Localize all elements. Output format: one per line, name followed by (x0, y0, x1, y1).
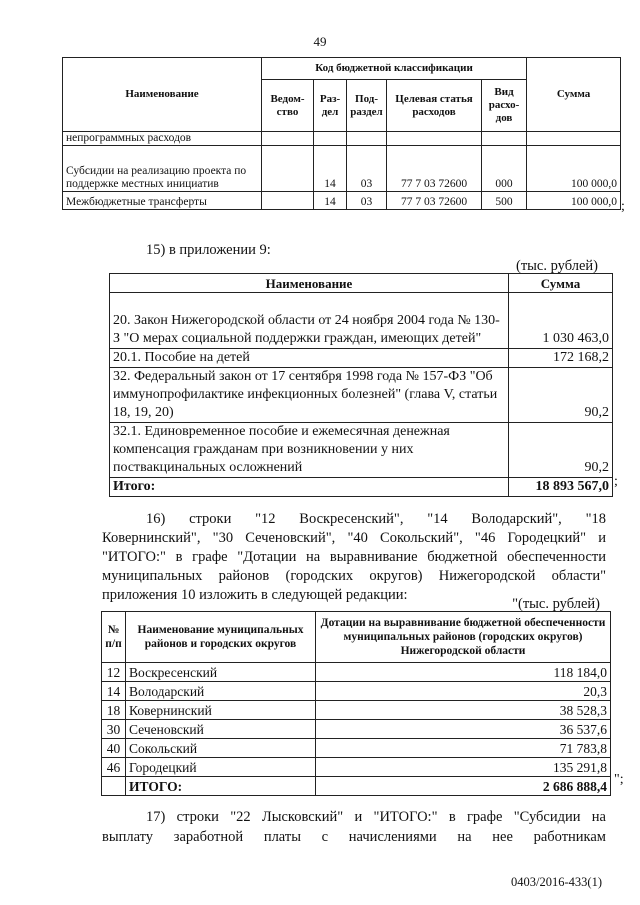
table-row (102, 720, 611, 739)
table-row (63, 146, 621, 192)
col-header-name: Наименование (110, 274, 509, 293)
cell-name: Субсидии на реализацию проекта по поддержке местных инициатив (63, 146, 262, 192)
cell-name: 20.1. Пособие на детей (110, 349, 509, 368)
cell-vedom (262, 146, 314, 192)
cell-sum: 90,2 (509, 368, 613, 423)
cell-sum (527, 132, 621, 146)
cell-name: Сокольский (126, 739, 316, 758)
total-row (110, 478, 613, 497)
col-header-podrazdel: Под-раздел (347, 80, 387, 132)
cell-vid: 000 (482, 146, 527, 192)
col-header-razdel: Раз-дел (314, 80, 347, 132)
cell-name: Воскресенский (126, 663, 316, 682)
col-header-name: Наименование муниципальных районов и городских округов (126, 612, 316, 663)
total-label: ИТОГО: (126, 777, 316, 796)
cell-name: Володарский (126, 682, 316, 701)
total-value: 2 686 888,4 (316, 777, 611, 796)
col-header-num: № п/п (102, 612, 126, 663)
cell-target: 77 7 03 72600 (387, 192, 482, 210)
cell-vedom (262, 132, 314, 146)
cell-sum: 100 000,0 (527, 192, 621, 210)
table-row (63, 192, 621, 210)
total-row (102, 777, 611, 796)
table-row (102, 682, 611, 701)
table1-end-mark: ; (621, 199, 625, 214)
cell-podrazdel (347, 132, 387, 146)
cell-value: 36 537,6 (316, 720, 611, 739)
col-header-target: Целевая статья расходов (387, 80, 482, 132)
col-header-vid: Вид расхо-дов (482, 80, 527, 132)
cell-name: Сеченовский (126, 720, 316, 739)
section16-end-mark: "; (614, 772, 624, 787)
appendix9-table (109, 273, 613, 497)
section16-unit: "(тыс. рублей) (512, 596, 600, 612)
cell-value: 71 783,8 (316, 739, 611, 758)
table-row (102, 701, 611, 720)
table-row (63, 132, 621, 146)
cell-razdel: 14 (314, 146, 347, 192)
col-header-code-group: Код бюджетной классификации (262, 58, 527, 80)
cell-num: 18 (102, 701, 126, 720)
cell-name: 20. Закон Нижегородской области от 24 ноября 2004 года № 130-З "О мерах социальной поддержки граждан, имеющих детей" (110, 293, 509, 349)
cell-vedom (262, 192, 314, 210)
cell-sum: 100 000,0 (527, 146, 621, 192)
cell-name: Городецкий (126, 758, 316, 777)
col-header-dotation: Дотации на выравнивание бюджетной обеспеченности муниципальных районов (городских округов) Нижегородской области (316, 612, 611, 663)
cell-num: 40 (102, 739, 126, 758)
section15-intro: 15) в приложении 9: (146, 242, 271, 258)
section15-unit: (тыс. рублей) (516, 258, 598, 274)
col-header-sum: Сумма (527, 58, 621, 132)
total-label: Итого: (110, 478, 509, 497)
table-row (110, 349, 613, 368)
budget-classification-table (62, 57, 621, 210)
cell-num: 30 (102, 720, 126, 739)
cell-name: 32.1. Единовременное пособие и ежемесячная денежная компенсация гражданам при возникновении у них поствакцинальных осложнений (110, 423, 509, 478)
cell-vid: 500 (482, 192, 527, 210)
cell-name: непрограммных расходов (63, 132, 262, 146)
table-row (110, 293, 613, 349)
col-header-vedom: Ведом-ство (262, 80, 314, 132)
section16-paragraph: Ковернинский", "30 Сеченовский", "40 Сокольский", "46 Городецкий" и "ИТОГО:" в графе "Дотации на выравнивание бюджетной обеспеченности муниципальных районов (городских округов) Нижегородской области" приложения 10 изложить в следующей редакции: (102, 530, 606, 603)
cell-target (387, 132, 482, 146)
page-number: 49 (313, 34, 327, 49)
table-row (102, 739, 611, 758)
cell-value: 135 291,8 (316, 758, 611, 777)
table-row (102, 758, 611, 777)
dotation-table (101, 611, 611, 796)
col-header-sum: Сумма (509, 274, 613, 293)
table-row (102, 663, 611, 682)
cell-sum: 90,2 (509, 423, 613, 478)
cell-podrazdel: 03 (347, 192, 387, 210)
cell-name: 32. Федеральный закон от 17 сентября 1998 года № 157-ФЗ "Об иммунопрофилактике инфекционных болезней" (глава V, статьи 18, 19, 20) (110, 368, 509, 423)
col-header-name: Наименование (63, 58, 262, 132)
cell-sum: 172 168,2 (509, 349, 613, 368)
section17-line2: выплату заработной платы с начислениями на нее работникам (102, 829, 606, 845)
cell-podrazdel: 03 (347, 146, 387, 192)
table-row (110, 423, 613, 478)
table-row (110, 368, 613, 423)
cell-num: 46 (102, 758, 126, 777)
cell-num: 12 (102, 663, 126, 682)
cell-vid (482, 132, 527, 146)
cell-target: 77 7 03 72600 (387, 146, 482, 192)
cell-value: 20,3 (316, 682, 611, 701)
cell-value: 118 184,0 (316, 663, 611, 682)
footer-code: 0403/2016-433(1) (511, 875, 602, 889)
cell-name: Межбюджетные трансферты (63, 192, 262, 210)
section16-paragraph-line1: 16) строки "12 Воскресенский", "14 Володарский", "18 (146, 511, 606, 527)
cell-num: 14 (102, 682, 126, 701)
cell-razdel (314, 132, 347, 146)
section15-end-mark: ; (614, 474, 618, 489)
cell-name: Ковернинский (126, 701, 316, 720)
section17-line1: 17) строки "22 Лысковский" и "ИТОГО:" в графе "Субсидии на (146, 809, 606, 825)
cell-num-empty (102, 777, 126, 796)
cell-value: 38 528,3 (316, 701, 611, 720)
cell-sum: 1 030 463,0 (509, 293, 613, 349)
total-sum: 18 893 567,0 (509, 478, 613, 497)
cell-razdel: 14 (314, 192, 347, 210)
